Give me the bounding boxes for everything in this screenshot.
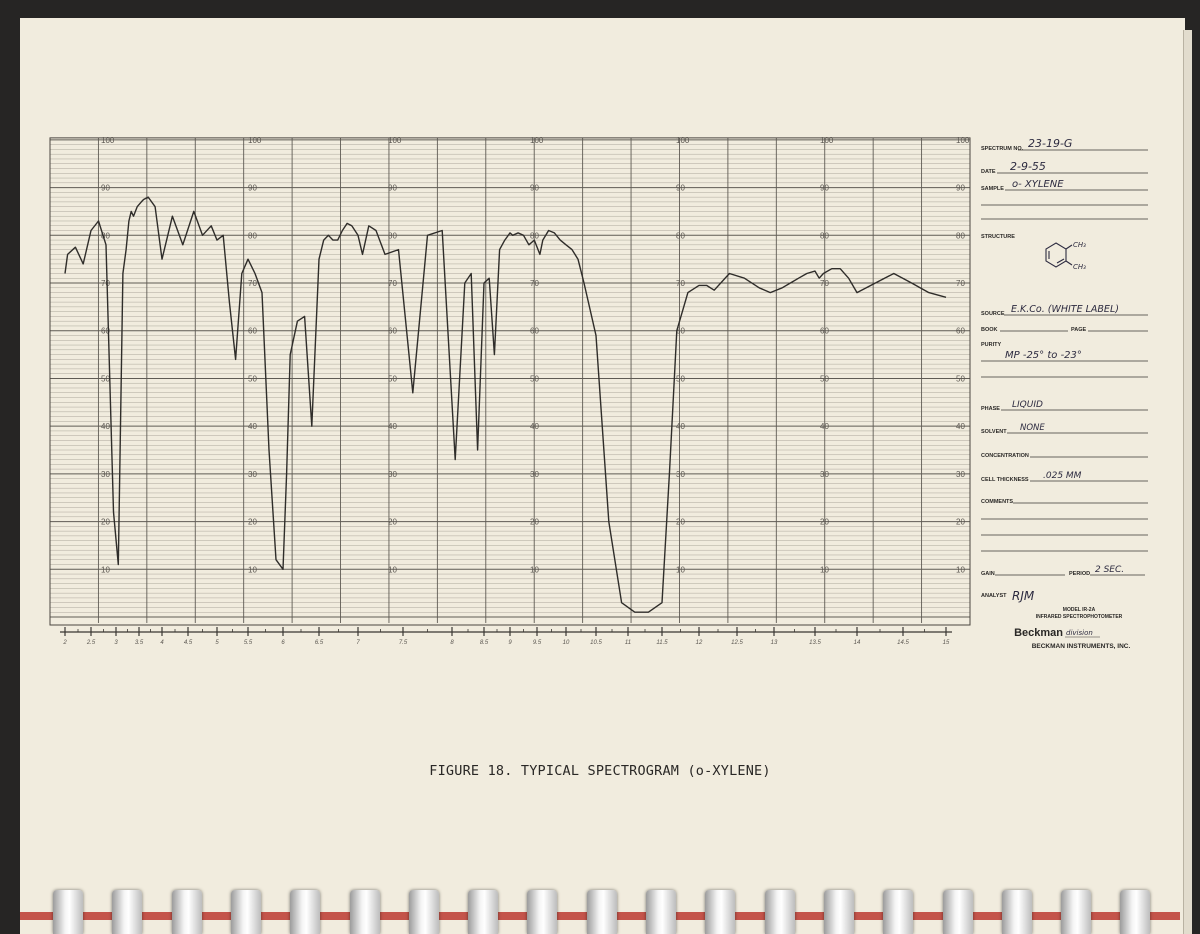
y-tick-label: 30 bbox=[388, 469, 397, 479]
y-tick-label: 60 bbox=[676, 326, 685, 336]
y-tick-label: 50 bbox=[248, 374, 257, 384]
y-tick-label: 80 bbox=[676, 231, 685, 241]
y-tick-label-right: 10 bbox=[956, 565, 965, 575]
x-tick-label: 5.5 bbox=[243, 640, 253, 646]
y-tick-label: 30 bbox=[820, 469, 829, 479]
source-label: SOURCE bbox=[981, 311, 1005, 317]
y-tick-label: 90 bbox=[530, 183, 539, 193]
y-tick-label: 10 bbox=[248, 565, 257, 575]
y-tick-label: 30 bbox=[530, 469, 539, 479]
purity-value: MP -25° to -23° bbox=[1005, 350, 1082, 361]
phase-value: LIQUID bbox=[1012, 400, 1043, 410]
x-tick-label: 6.5 bbox=[314, 640, 324, 646]
y-tick-label: 80 bbox=[248, 231, 257, 241]
y-tick-label: 40 bbox=[820, 422, 829, 432]
gain-label: GAIN bbox=[981, 571, 995, 577]
y-tick-label: 50 bbox=[820, 374, 829, 384]
x-tick-label: 11.5 bbox=[656, 640, 668, 646]
y-tick-label: 60 bbox=[820, 326, 829, 336]
y-tick-label: 80 bbox=[820, 231, 829, 241]
y-tick-label-right: 50 bbox=[956, 374, 965, 384]
y-tick-label: 50 bbox=[388, 374, 397, 384]
x-tick-label: 15 bbox=[942, 640, 950, 646]
x-axis bbox=[60, 627, 952, 646]
cell-thickness-label: CELL THICKNESS bbox=[981, 477, 1029, 483]
figure-caption: FIGURE 18. TYPICAL SPECTROGRAM (o-XYLENE) bbox=[429, 763, 771, 779]
x-tick-label: 6 bbox=[281, 640, 285, 646]
source-value: E.K.Co. (WHITE LABEL) bbox=[1011, 304, 1119, 315]
x-tick-label: 9.5 bbox=[532, 640, 542, 646]
concentration-label: CONCENTRATION bbox=[981, 453, 1029, 459]
y-tick-label: 70 bbox=[101, 279, 110, 289]
y-tick-label: 70 bbox=[676, 279, 685, 289]
svg-anchor bbox=[1, 1, 2, 2]
y-tick-label-right: 70 bbox=[956, 279, 965, 289]
y-tick-label: 100 bbox=[248, 135, 262, 145]
x-tick-label: 12.5 bbox=[731, 640, 743, 646]
y-tick-label: 100 bbox=[820, 135, 834, 145]
x-tick-label: 4 bbox=[160, 640, 164, 646]
period-label: PERIOD bbox=[1069, 571, 1091, 577]
y-tick-label: 100 bbox=[101, 135, 115, 145]
y-tick-label: 70 bbox=[388, 279, 397, 289]
y-tick-label: 30 bbox=[248, 469, 257, 479]
y-tick-label: 20 bbox=[101, 517, 110, 527]
y-tick-label-right: 100 bbox=[956, 135, 970, 145]
y-tick-label: 40 bbox=[101, 422, 110, 432]
y-tick-label: 30 bbox=[101, 469, 110, 479]
y-tick-label: 20 bbox=[820, 517, 829, 527]
date-label: DATE bbox=[981, 169, 996, 175]
y-tick-label: 10 bbox=[676, 565, 685, 575]
book-label: BOOK bbox=[981, 327, 998, 333]
x-tick-label: 8.5 bbox=[479, 640, 489, 646]
purity-label: PURITY bbox=[981, 342, 1002, 348]
x-tick-label: 11 bbox=[624, 640, 632, 646]
x-tick-label: 13 bbox=[770, 640, 778, 646]
structure-sub1: CH₃ bbox=[1073, 241, 1086, 249]
x-tick-label: 4.5 bbox=[183, 640, 193, 646]
y-tick-label: 100 bbox=[676, 135, 690, 145]
x-tick-label: 14 bbox=[853, 640, 861, 646]
chart-grid-major bbox=[50, 135, 970, 625]
y-tick-label: 100 bbox=[530, 135, 544, 145]
sample-label: SAMPLE bbox=[981, 186, 1004, 192]
spectrum-no-value: 23-19-G bbox=[1028, 137, 1073, 150]
y-tick-label: 40 bbox=[530, 422, 539, 432]
y-tick-label-right: 90 bbox=[956, 183, 965, 193]
y-tick-label: 20 bbox=[248, 517, 257, 527]
spectrum-no-label: SPECTRUM NO. bbox=[981, 146, 1024, 152]
y-tick-label: 100 bbox=[388, 135, 402, 145]
x-tick-label: 2 bbox=[63, 640, 67, 646]
x-tick-label: 12 bbox=[695, 640, 703, 646]
brand-name: Beckman bbox=[1014, 627, 1063, 639]
y-tick-label: 90 bbox=[101, 183, 110, 193]
analyst-signature: RJM bbox=[1012, 589, 1035, 603]
structure-label: STRUCTURE bbox=[981, 234, 1015, 240]
y-tick-label: 60 bbox=[388, 326, 397, 336]
y-tick-label: 40 bbox=[248, 422, 257, 432]
x-tick-label: 9 bbox=[508, 640, 512, 646]
y-tick-label: 20 bbox=[676, 517, 685, 527]
brand-division: division bbox=[1066, 629, 1093, 637]
company-name: BECKMAN INSTRUMENTS, INC. bbox=[1031, 643, 1131, 650]
solvent-value: NONE bbox=[1020, 423, 1045, 433]
y-tick-labels bbox=[101, 136, 970, 574]
y-tick-label: 70 bbox=[248, 279, 257, 289]
y-tick-label: 40 bbox=[388, 422, 397, 432]
phase-label: PHASE bbox=[981, 406, 1000, 412]
y-tick-label-right: 60 bbox=[956, 326, 965, 336]
y-tick-label: 80 bbox=[101, 231, 110, 241]
y-tick-label: 80 bbox=[388, 231, 397, 241]
x-tick-label: 7.5 bbox=[398, 640, 408, 646]
y-tick-label: 60 bbox=[101, 326, 110, 336]
y-tick-label-right: 80 bbox=[956, 231, 965, 241]
y-tick-label-right: 30 bbox=[956, 469, 965, 479]
page-label: PAGE bbox=[1071, 327, 1087, 333]
x-tick-label: 3.5 bbox=[134, 640, 144, 646]
y-tick-label: 60 bbox=[248, 326, 257, 336]
x-tick-label: 10.5 bbox=[590, 640, 602, 646]
y-tick-label: 10 bbox=[101, 565, 110, 575]
y-tick-label: 50 bbox=[530, 374, 539, 384]
y-tick-label: 70 bbox=[820, 279, 829, 289]
x-tick-label: 14.5 bbox=[897, 640, 909, 646]
spectrum-card bbox=[981, 137, 1148, 650]
y-tick-label: 20 bbox=[530, 517, 539, 527]
chart-frame bbox=[50, 135, 970, 625]
y-tick-label-right: 20 bbox=[956, 517, 965, 527]
y-tick-label: 90 bbox=[676, 183, 685, 193]
solvent-label: SOLVENT bbox=[981, 429, 1007, 435]
y-tick-label: 90 bbox=[388, 183, 397, 193]
comments-label: COMMENTS bbox=[981, 499, 1014, 505]
x-tick-label: 13.5 bbox=[809, 640, 821, 646]
y-tick-label: 90 bbox=[820, 183, 829, 193]
period-value: 2 SEC. bbox=[1095, 565, 1125, 575]
date-value: 2-9-55 bbox=[1010, 160, 1046, 173]
x-tick-label: 3 bbox=[114, 640, 118, 646]
y-tick-label: 10 bbox=[820, 565, 829, 575]
y-tick-label: 20 bbox=[388, 517, 397, 527]
x-tick-label: 5 bbox=[215, 640, 219, 646]
x-tick-label: 10 bbox=[562, 640, 570, 646]
instrument-model: MODEL IR-2A bbox=[1062, 607, 1096, 613]
y-tick-label: 90 bbox=[248, 183, 257, 193]
y-tick-label: 80 bbox=[530, 231, 539, 241]
instrument-type: INFRARED SPECTROPHOTOMETER bbox=[1035, 614, 1123, 620]
y-tick-label: 10 bbox=[388, 565, 397, 575]
y-tick-label: 40 bbox=[676, 422, 685, 432]
analyst-label: ANALYST bbox=[981, 593, 1007, 599]
x-tick-label: 7 bbox=[356, 640, 360, 646]
x-tick-label: 8 bbox=[450, 640, 454, 646]
y-tick-label: 70 bbox=[530, 279, 539, 289]
y-tick-label: 30 bbox=[676, 469, 685, 479]
o-xylene-structure-icon bbox=[1046, 243, 1072, 267]
x-tick-label: 2.5 bbox=[86, 640, 96, 646]
y-tick-label: 50 bbox=[676, 374, 685, 384]
y-tick-label-right: 40 bbox=[956, 422, 965, 432]
structure-sub2: CH₃ bbox=[1073, 263, 1086, 271]
y-tick-label: 60 bbox=[530, 326, 539, 336]
sample-value: o- XYLENE bbox=[1012, 179, 1064, 190]
y-tick-label: 50 bbox=[101, 374, 110, 384]
y-tick-label: 10 bbox=[530, 565, 539, 575]
cell-thickness-value: .025 MM bbox=[1043, 471, 1082, 481]
